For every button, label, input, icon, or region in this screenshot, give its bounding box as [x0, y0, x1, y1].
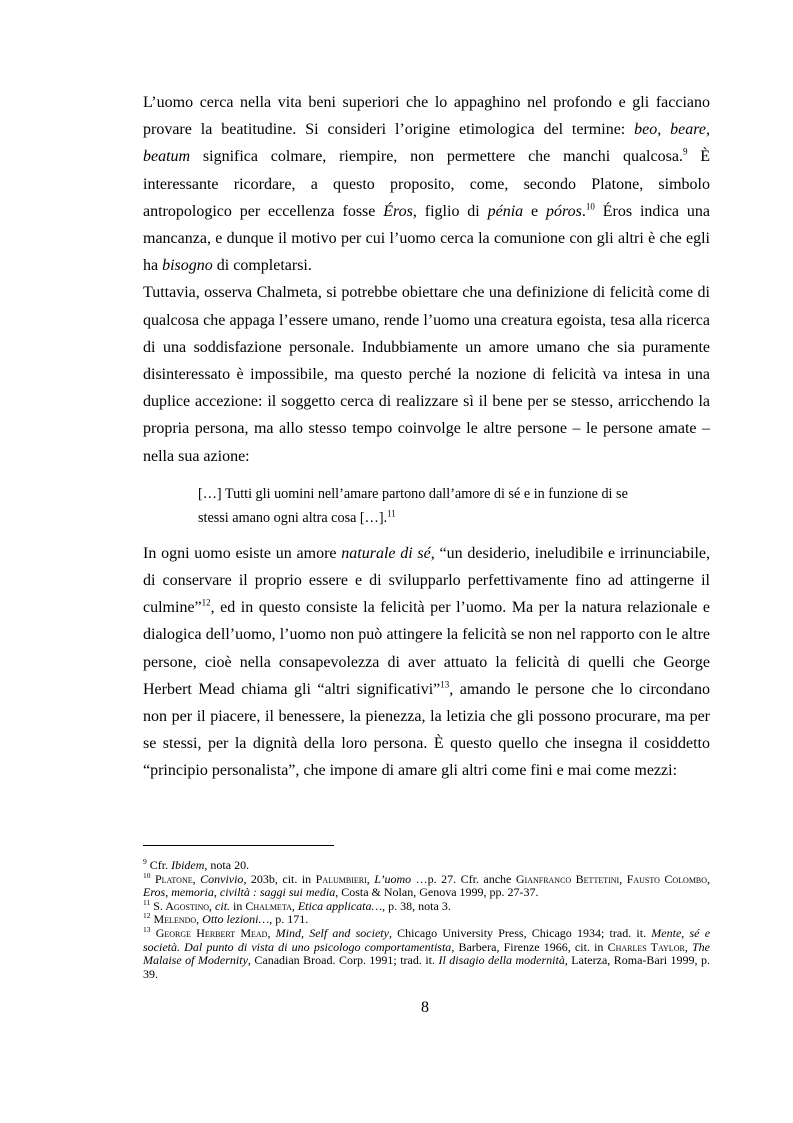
paragraph-1: L’uomo cerca nella vita beni superiori che lo appaghino nel profondo e gli facciano provare la beatitudine. Si consideri l’origine etimologica del termine: beo, beare, beatum significa colmare, riempire, non permettere che manchi qualcosa.$^9$ È interessante ricordare, a questo proposito, come, secondo Platone, simbolo antropologico per eccellenza fosse Éros, figlio di pénia e póros.$^{10}$ Éros indica una mancanza, e dunque il motivo per cui l’uomo cerca la comunione con gli altri è che egli ha bisogno di completarsi.: [143, 94, 711, 275]
footnotes: [143, 859, 710, 981]
footnote-ref-12: 12: [201, 597, 211, 608]
footnote-9: $^9$ Cfr. Ibidem, nota 20.: [143, 857, 250, 872]
footnote-12: $^{12}$ Melendo, Otto lezioni…, p. 171.: [143, 911, 309, 927]
footnote-ref-13: 13: [440, 679, 450, 690]
footnote-10: $^{10}$ Platone, Convivio, 203b, cit. in Palumbieri, L’uomo …p. 27. Cfr. anche Gianfranco Bettetini, Fausto Colombo, Eros, memoria, civiltà : saggi sui media, Costa & Nolan, Genova 1999, pp. 27-37.: [143, 870, 711, 900]
paragraph-2: Tuttavia, osserva Chalmeta, si potrebbe obiettare che una definizione di felicità come di qualcosa che appaga l’essere umano, rende l’uomo una creatura egoista, tesa alla ricerca di una soddisfazione personale. Indubbiamente un amore umano che sia puramente disinteressato è impossibile, ma questo perché la nozione di felicità va intesa in una duplice accezione: il soggetto cerca di realizzare sì il bene per se stesso, arricchendo la propria persona, ma allo stesso tempo coinvolge le altre persone – le persone amate – nella sua azione:: [143, 284, 710, 465]
footnote-ref-11: 11: [387, 508, 396, 519]
page-number: 8: [421, 999, 429, 1016]
footnote-ref-9: 9: [682, 147, 688, 158]
footnote-13: $^{13}$ George Herbert Mead, Mind, Self and society, Chicago University Press, Chicago 1934; trad. it. Mente, sé e società. Dal punto di vista di uno psicologo comportamentista, Barbera, Firenze 1966, cit. in Charles Taylor, The Malaise of Modernity, Canadian Broad. Corp. 1991; trad. it. Il disagio della modernità, Laterza, Roma-Bari 1999, p. 39.: [143, 924, 711, 981]
footnote-separator: [143, 845, 334, 846]
paragraph-3: In ogni uomo esiste un amore naturale di sé, “un desiderio, ineludibile e irrinunciabile, di conservare il proprio essere e di svilupparlo perfettivamente fino ad attingerne il culmine”$^{12}$, ed in questo consiste la felicità per l’uomo. Ma per la natura relazionale e dialogica dell’uomo, l’uomo non può attingere la felicità se non nel rapporto con le altre persone, cioè nella consapevolezza di aver attuato la felicità di quelli che George Herbert Mead chiama gli “altri significativi”$^{13}$, amando le persone che lo circondano non per il piacere, il benessere, la pienezza, la letizia che gli possono procurare, ma per se stessi, per la dignità della loro persona. È questo quello che insegna il cosiddetto “principio personalista”, che impone di amare gli altri come fini e mai come mezzi:: [143, 544, 710, 780]
body-text: [143, 89, 710, 785]
footnote-11: $^{11}$ S. Agostino, cit. in Chalmeta, Etica applicata…, p. 38, nota 3.: [143, 897, 451, 913]
block-quote: […] Tutti gli uomini nell’amare partono dall’amore di sé e in funzione di se stessi amano ogni altra cosa […].$^{11}$: [198, 485, 628, 526]
footnote-ref-10: 10: [585, 201, 595, 212]
